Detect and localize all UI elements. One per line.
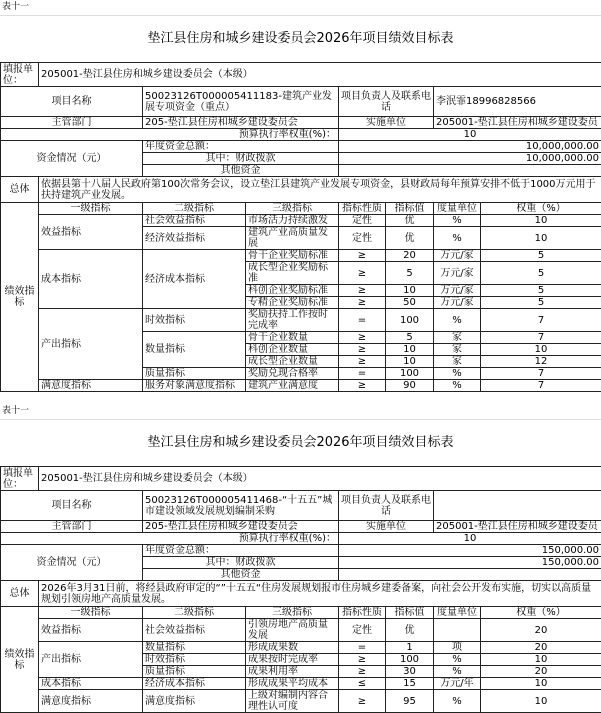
- level3-indicator: 建筑产业满意度: [246, 380, 339, 392]
- indicator-nature: ≥: [339, 285, 386, 297]
- indicator-value: 30: [386, 666, 434, 678]
- indicator-value: 15: [386, 678, 434, 690]
- indicator-value: 10: [386, 285, 434, 297]
- project-label: 项目名称: [1, 87, 143, 117]
- rate-label: 预算执行率权重(%)：: [1, 533, 339, 545]
- goal-label: 总体: [1, 177, 39, 203]
- goal-label: 总体: [1, 581, 39, 607]
- column-header: 二级指标: [143, 607, 246, 619]
- measure-unit: 项: [434, 642, 481, 654]
- table-row: [1, 467, 601, 491]
- indicator-value: 1: [386, 642, 434, 654]
- table-row: [1, 491, 601, 521]
- column-header: 权重（%）: [481, 203, 601, 215]
- indicator-value: 优: [386, 227, 434, 250]
- impl-label: 实施单位: [339, 117, 434, 129]
- weight: 5: [481, 262, 601, 285]
- weight: 10: [481, 690, 601, 713]
- other-label: 其他资金: [143, 569, 339, 581]
- level2-indicator: 数量指标: [143, 642, 246, 654]
- weight: 12: [481, 356, 601, 368]
- column-header: 指标值: [386, 607, 434, 619]
- weight: 7: [481, 332, 601, 344]
- measure-unit: %: [434, 690, 481, 713]
- indicator-nature: =: [339, 642, 386, 654]
- goal-table: [0, 62, 601, 392]
- impl-value: 205001-垫江县住房和城乡建设委员: [434, 117, 601, 129]
- goal-value: 2026年3月31日前，将经县政府审定的“”十五五“住房发展规划报市住房城乡建委备案，向社会公开发布实施，切实以高质量规划引领房地产高质量发展。: [39, 581, 601, 607]
- measure-unit: 万元/家: [434, 262, 481, 285]
- indicator-nature: ≥: [339, 297, 386, 309]
- indicator-value: 20: [386, 250, 434, 262]
- weight: 5: [481, 285, 601, 297]
- table-row: [1, 607, 601, 619]
- indicator-nature: ≥: [339, 262, 386, 285]
- column-header: 一级指标: [39, 607, 143, 619]
- leader-value: 李泯霏18996828566: [434, 87, 601, 117]
- indicator-nature: 定性: [339, 227, 386, 250]
- level3-indicator: 上级对编制内容合理性认可度: [246, 690, 339, 713]
- rate-value: 10: [339, 129, 601, 141]
- table-row: [1, 177, 601, 203]
- impl-value: 205001-垫江县住房和城乡建设委员: [434, 521, 601, 533]
- table-row: [1, 619, 601, 642]
- weight: 7: [481, 380, 601, 392]
- fund-label: 资金情况（元）: [1, 545, 143, 581]
- table-row: [1, 690, 601, 713]
- weight: 10: [481, 227, 601, 250]
- measure-unit: %: [434, 309, 481, 332]
- indicator-nature: 定性: [339, 215, 386, 227]
- indicator-value: 100: [386, 309, 434, 332]
- indicator-nature: ≥: [339, 344, 386, 356]
- weight: 7: [481, 368, 601, 380]
- level3-indicator: 市场活力持续激发: [246, 215, 339, 227]
- dept-label: 主管部门: [1, 117, 143, 129]
- leader-label: 项目负责人及联系电话: [339, 491, 434, 521]
- level1-indicator: 产出指标: [39, 309, 143, 380]
- total-value: 150,000.00: [339, 545, 601, 557]
- indicator-nature: ≥: [339, 332, 386, 344]
- column-header: 度量单位: [434, 203, 481, 215]
- rate-value: 10: [339, 533, 601, 545]
- level2-indicator: 数量指标: [143, 332, 246, 368]
- table-row: [1, 380, 601, 392]
- weight: 10: [481, 215, 601, 227]
- measure-unit: 万元/年: [434, 678, 481, 690]
- level2-indicator: 经济效益指标: [143, 227, 246, 250]
- table-row: [1, 521, 601, 533]
- column-header: 三级指标: [246, 203, 339, 215]
- indicator-nature: =: [339, 368, 386, 380]
- level3-indicator: 科创企业数量: [246, 344, 339, 356]
- level2-indicator: 满意度指标: [143, 690, 246, 713]
- other-value: [339, 569, 601, 581]
- other-value: [339, 165, 601, 177]
- leader-value: [434, 491, 601, 521]
- column-header: 指标值: [386, 203, 434, 215]
- spacer: [0, 392, 601, 404]
- level2-indicator: 社会效益指标: [143, 619, 246, 642]
- measure-unit: 家: [434, 356, 481, 368]
- table-row: [1, 581, 601, 607]
- level2-indicator: 时效指标: [143, 309, 246, 332]
- weight: 5: [481, 250, 601, 262]
- perf-label: 绩效指标: [1, 607, 39, 713]
- perf-label: 绩效指标: [1, 203, 39, 392]
- indicator-nature: ≥: [339, 356, 386, 368]
- measure-unit: %: [434, 666, 481, 678]
- measure-unit: %: [434, 654, 481, 666]
- column-header: 权重（%）: [481, 607, 601, 619]
- table-caption: 表十一: [0, 0, 601, 16]
- indicator-nature: ≤: [339, 678, 386, 690]
- measure-unit: [434, 619, 481, 642]
- total-label: 年度资金总额：: [143, 545, 339, 557]
- measure-unit: %: [434, 380, 481, 392]
- indicator-value: 优: [386, 215, 434, 227]
- goal-table: [0, 466, 601, 713]
- level3-indicator: 骨干企业数量: [246, 332, 339, 344]
- fiscal-label: 其中：财政拨款: [143, 557, 339, 569]
- weight: 10: [481, 344, 601, 356]
- weight: 10: [481, 678, 601, 690]
- unit-label: 填报单位：: [1, 63, 39, 87]
- table-caption: 表十一: [0, 404, 601, 420]
- column-header: 指标性质: [339, 607, 386, 619]
- project-label: 项目名称: [1, 491, 143, 521]
- weight: 20: [481, 642, 601, 654]
- indicator-value: 10: [386, 344, 434, 356]
- table-row: [1, 141, 601, 153]
- indicator-value: 90: [386, 380, 434, 392]
- level1-indicator: 效益指标: [39, 215, 143, 250]
- weight: 10: [481, 654, 601, 666]
- goal-value: 依据县第十八届人民政府第100次常务会议，设立垫江县建筑产业发展专项资金，县财政局每年预算安排不低于1000万元用于扶持建筑产业发展。: [39, 177, 601, 203]
- table-row: [1, 642, 601, 654]
- fiscal-label: 其中：财政拨款: [143, 153, 339, 165]
- table-row: [1, 545, 601, 557]
- other-label: 其他资金: [143, 165, 339, 177]
- indicator-nature: ≥: [339, 690, 386, 713]
- level3-indicator: 形成成果数: [246, 642, 339, 654]
- indicator-value: 100: [386, 654, 434, 666]
- dept-value: 205-垫江县住房和城乡建设委员会: [143, 117, 339, 129]
- total-value: 10,000,000.00: [339, 141, 601, 153]
- measure-unit: %: [434, 215, 481, 227]
- level3-indicator: 成长型企业奖励标准: [246, 262, 339, 285]
- level1-indicator: 产出指标: [39, 642, 143, 678]
- indicator-value: 10: [386, 356, 434, 368]
- unit-value: 205001-垫江县住房和城乡建设委员会（本级）: [39, 63, 601, 87]
- measure-unit: 家: [434, 344, 481, 356]
- table-row: [1, 533, 601, 545]
- table-row: [1, 87, 601, 117]
- column-header: 三级指标: [246, 607, 339, 619]
- indicator-nature: ≥: [339, 380, 386, 392]
- unit-label: 填报单位：: [1, 467, 39, 491]
- weight: 20: [481, 666, 601, 678]
- indicator-nature: ≥: [339, 654, 386, 666]
- column-header: 二级指标: [143, 203, 246, 215]
- weight: 5: [481, 297, 601, 309]
- measure-unit: 万元/家: [434, 297, 481, 309]
- column-header: 一级指标: [39, 203, 143, 215]
- performance-sheet: [0, 404, 601, 713]
- level3-indicator: 引领房地产高质量发展: [246, 619, 339, 642]
- fund-label: 资金情况（元）: [1, 141, 143, 177]
- indicator-value: 5: [386, 262, 434, 285]
- indicator-value: 5: [386, 332, 434, 344]
- level2-indicator: 经济成本指标: [143, 678, 246, 690]
- measure-unit: %: [434, 227, 481, 250]
- level1-indicator: 效益指标: [39, 619, 143, 642]
- level3-indicator: 骨干企业奖励标准: [246, 250, 339, 262]
- level3-indicator: 形成成果平均成本: [246, 678, 339, 690]
- unit-value: 205001-垫江县住房和城乡建设委员会（本级）: [39, 467, 601, 491]
- level3-indicator: 专精企业奖励标准: [246, 297, 339, 309]
- weight: 20: [481, 619, 601, 642]
- level2-indicator: 服务对象满意度指标: [143, 380, 246, 392]
- level3-indicator: 成长型企业数量: [246, 356, 339, 368]
- level3-indicator: 奖励兑现合格率: [246, 368, 339, 380]
- fiscal-value: 150,000.00: [339, 557, 601, 569]
- weight: 7: [481, 309, 601, 332]
- table-row: [1, 250, 601, 262]
- project-value: 50023126T000005411183-建筑产业发展专项资金（重点）: [143, 87, 339, 117]
- table-row: [1, 215, 601, 227]
- level1-indicator: 满意度指标: [39, 690, 143, 713]
- fiscal-value: 10,000,000.00: [339, 153, 601, 165]
- table-row: [1, 63, 601, 87]
- level3-indicator: 建筑产业高质量发展: [246, 227, 339, 250]
- level1-indicator: 成本指标: [39, 250, 143, 309]
- indicator-value: 50: [386, 297, 434, 309]
- indicator-nature: =: [339, 309, 386, 332]
- level3-indicator: 成果利用率: [246, 666, 339, 678]
- measure-unit: 万元/家: [434, 285, 481, 297]
- table-row: [1, 309, 601, 332]
- measure-unit: 家: [434, 332, 481, 344]
- dept-label: 主管部门: [1, 521, 143, 533]
- impl-label: 实施单位: [339, 521, 434, 533]
- project-value: 50023126T000005411468-“十五五”城市建设领域发展规划编制采购: [143, 491, 339, 521]
- column-header: 指标性质: [339, 203, 386, 215]
- level3-indicator: 科创企业奖励标准: [246, 285, 339, 297]
- level2-indicator: 质量指标: [143, 368, 246, 380]
- table-row: [1, 678, 601, 690]
- level2-indicator: 质量指标: [143, 666, 246, 678]
- measure-unit: 万元/家: [434, 250, 481, 262]
- leader-label: 项目负责人及联系电话: [339, 87, 434, 117]
- rate-label: 预算执行率权重(%)：: [1, 129, 339, 141]
- page-title: 垫江县住房和城乡建设委员会2026年项目绩效目标表: [0, 16, 601, 62]
- level2-indicator: 经济成本指标: [143, 250, 246, 309]
- level3-indicator: 奖励扶持工作按时完成率: [246, 309, 339, 332]
- indicator-value: 100: [386, 368, 434, 380]
- indicator-value: 95: [386, 690, 434, 713]
- measure-unit: %: [434, 368, 481, 380]
- column-header: 度量单位: [434, 607, 481, 619]
- dept-value: 205-垫江县住房和城乡建设委员会: [143, 521, 339, 533]
- total-label: 年度资金总额：: [143, 141, 339, 153]
- level1-indicator: 成本指标: [39, 678, 143, 690]
- level2-indicator: 时效指标: [143, 654, 246, 666]
- indicator-nature: ≥: [339, 666, 386, 678]
- indicator-nature: ≥: [339, 250, 386, 262]
- indicator-value: 优: [386, 619, 434, 642]
- level1-indicator: 满意度指标: [39, 380, 143, 392]
- level2-indicator: 社会效益指标: [143, 215, 246, 227]
- page-title: 垫江县住房和城乡建设委员会2026年项目绩效目标表: [0, 420, 601, 466]
- indicator-nature: 定性: [339, 619, 386, 642]
- table-row: [1, 117, 601, 129]
- table-row: [1, 203, 601, 215]
- table-row: [1, 129, 601, 141]
- level3-indicator: 成果按时完成率: [246, 654, 339, 666]
